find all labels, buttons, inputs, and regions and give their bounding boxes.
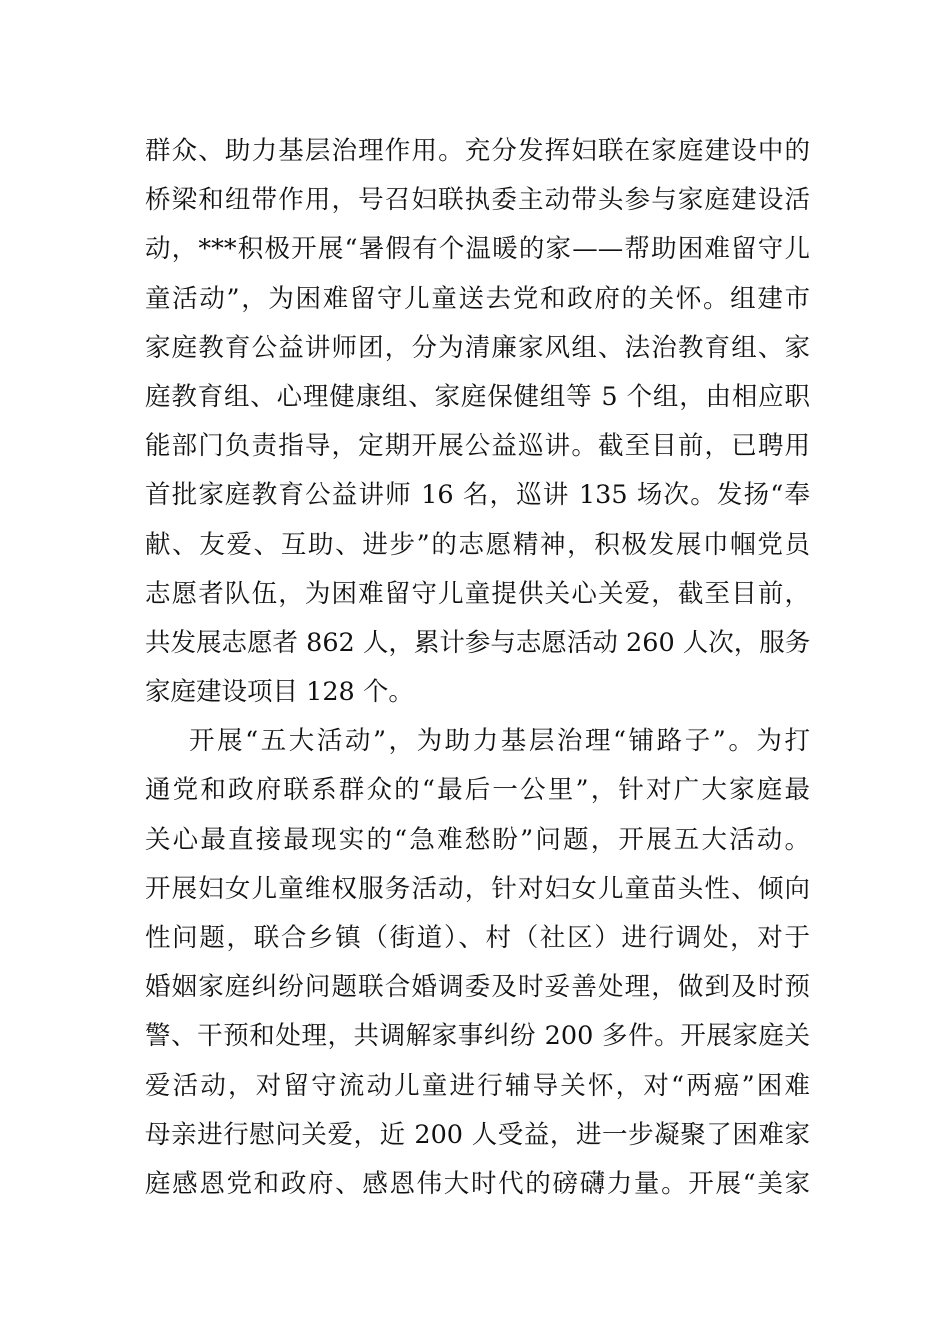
text-line: 桥梁和纽带作用，号召妇联执委主动带头参与家庭建设活 xyxy=(145,185,810,216)
paragraph-2 xyxy=(145,717,810,1209)
text-line: 爱活动，对留守流动儿童进行辅导关怀，对“两癌”困难 xyxy=(145,1070,810,1101)
text-line: 动，***积极开展“暑假有个温暖的家——帮助困难留守儿 xyxy=(145,234,810,265)
text-line: 婚姻家庭纠纷问题联合婚调委及时妥善处理，做到及时预 xyxy=(145,972,810,1003)
text-line: 警、干预和处理，共调解家事纠纷 200 多件。开展家庭关 xyxy=(145,1021,810,1052)
paragraph-1 xyxy=(145,127,810,717)
text-line: 家庭建设项目 128 个。 xyxy=(145,677,414,708)
text-line: 关心最直接最现实的“急难愁盼”问题，开展五大活动。 xyxy=(145,824,810,855)
text-line: 能部门负责指导，定期开展公益巡讲。截至目前，已聘用 xyxy=(145,431,810,462)
text-line: 开展“五大活动”，为助力基层治理“铺路子”。为打 xyxy=(189,726,810,757)
text-line: 开展妇女儿童维权服务活动，针对妇女儿童苗头性、倾向 xyxy=(145,873,810,904)
text-line: 性问题，联合乡镇（街道）、村（社区）进行调处，对于 xyxy=(145,923,810,953)
text-line: 献、友爱、互助、进步”的志愿精神，积极发展巾帼党员 xyxy=(145,529,810,560)
text-line: 志愿者队伍，为困难留守儿童提供关心关爱，截至目前， xyxy=(145,578,810,609)
body-text xyxy=(145,127,810,1209)
text-line: 家庭教育公益讲师团，分为清廉家风组、法治教育组、家 xyxy=(145,332,810,363)
text-line: 母亲进行慰问关爱，近 200 人受益，进一步凝聚了困难家 xyxy=(145,1119,810,1150)
text-line: 童活动”，为困难留守儿童送去党和政府的关怀。组建市 xyxy=(145,283,810,314)
text-line: 首批家庭教育公益讲师 16 名，巡讲 135 场次。发扬“奉 xyxy=(145,480,810,511)
text-line: 庭教育组、心理健康组、家庭保健组等 5 个组，由相应职 xyxy=(145,381,810,412)
text-line: 群众、助力基层治理作用。充分发挥妇联在家庭建设中的 xyxy=(145,136,810,166)
text-line: 庭感恩党和政府、感恩伟大时代的磅礴力量。开展“美家 xyxy=(145,1168,810,1199)
text-line: 共发展志愿者 862 人，累计参与志愿活动 260 人次，服务 xyxy=(145,627,811,658)
text-line: 通党和政府联系群众的“最后一公里”，针对广大家庭最 xyxy=(145,775,810,806)
